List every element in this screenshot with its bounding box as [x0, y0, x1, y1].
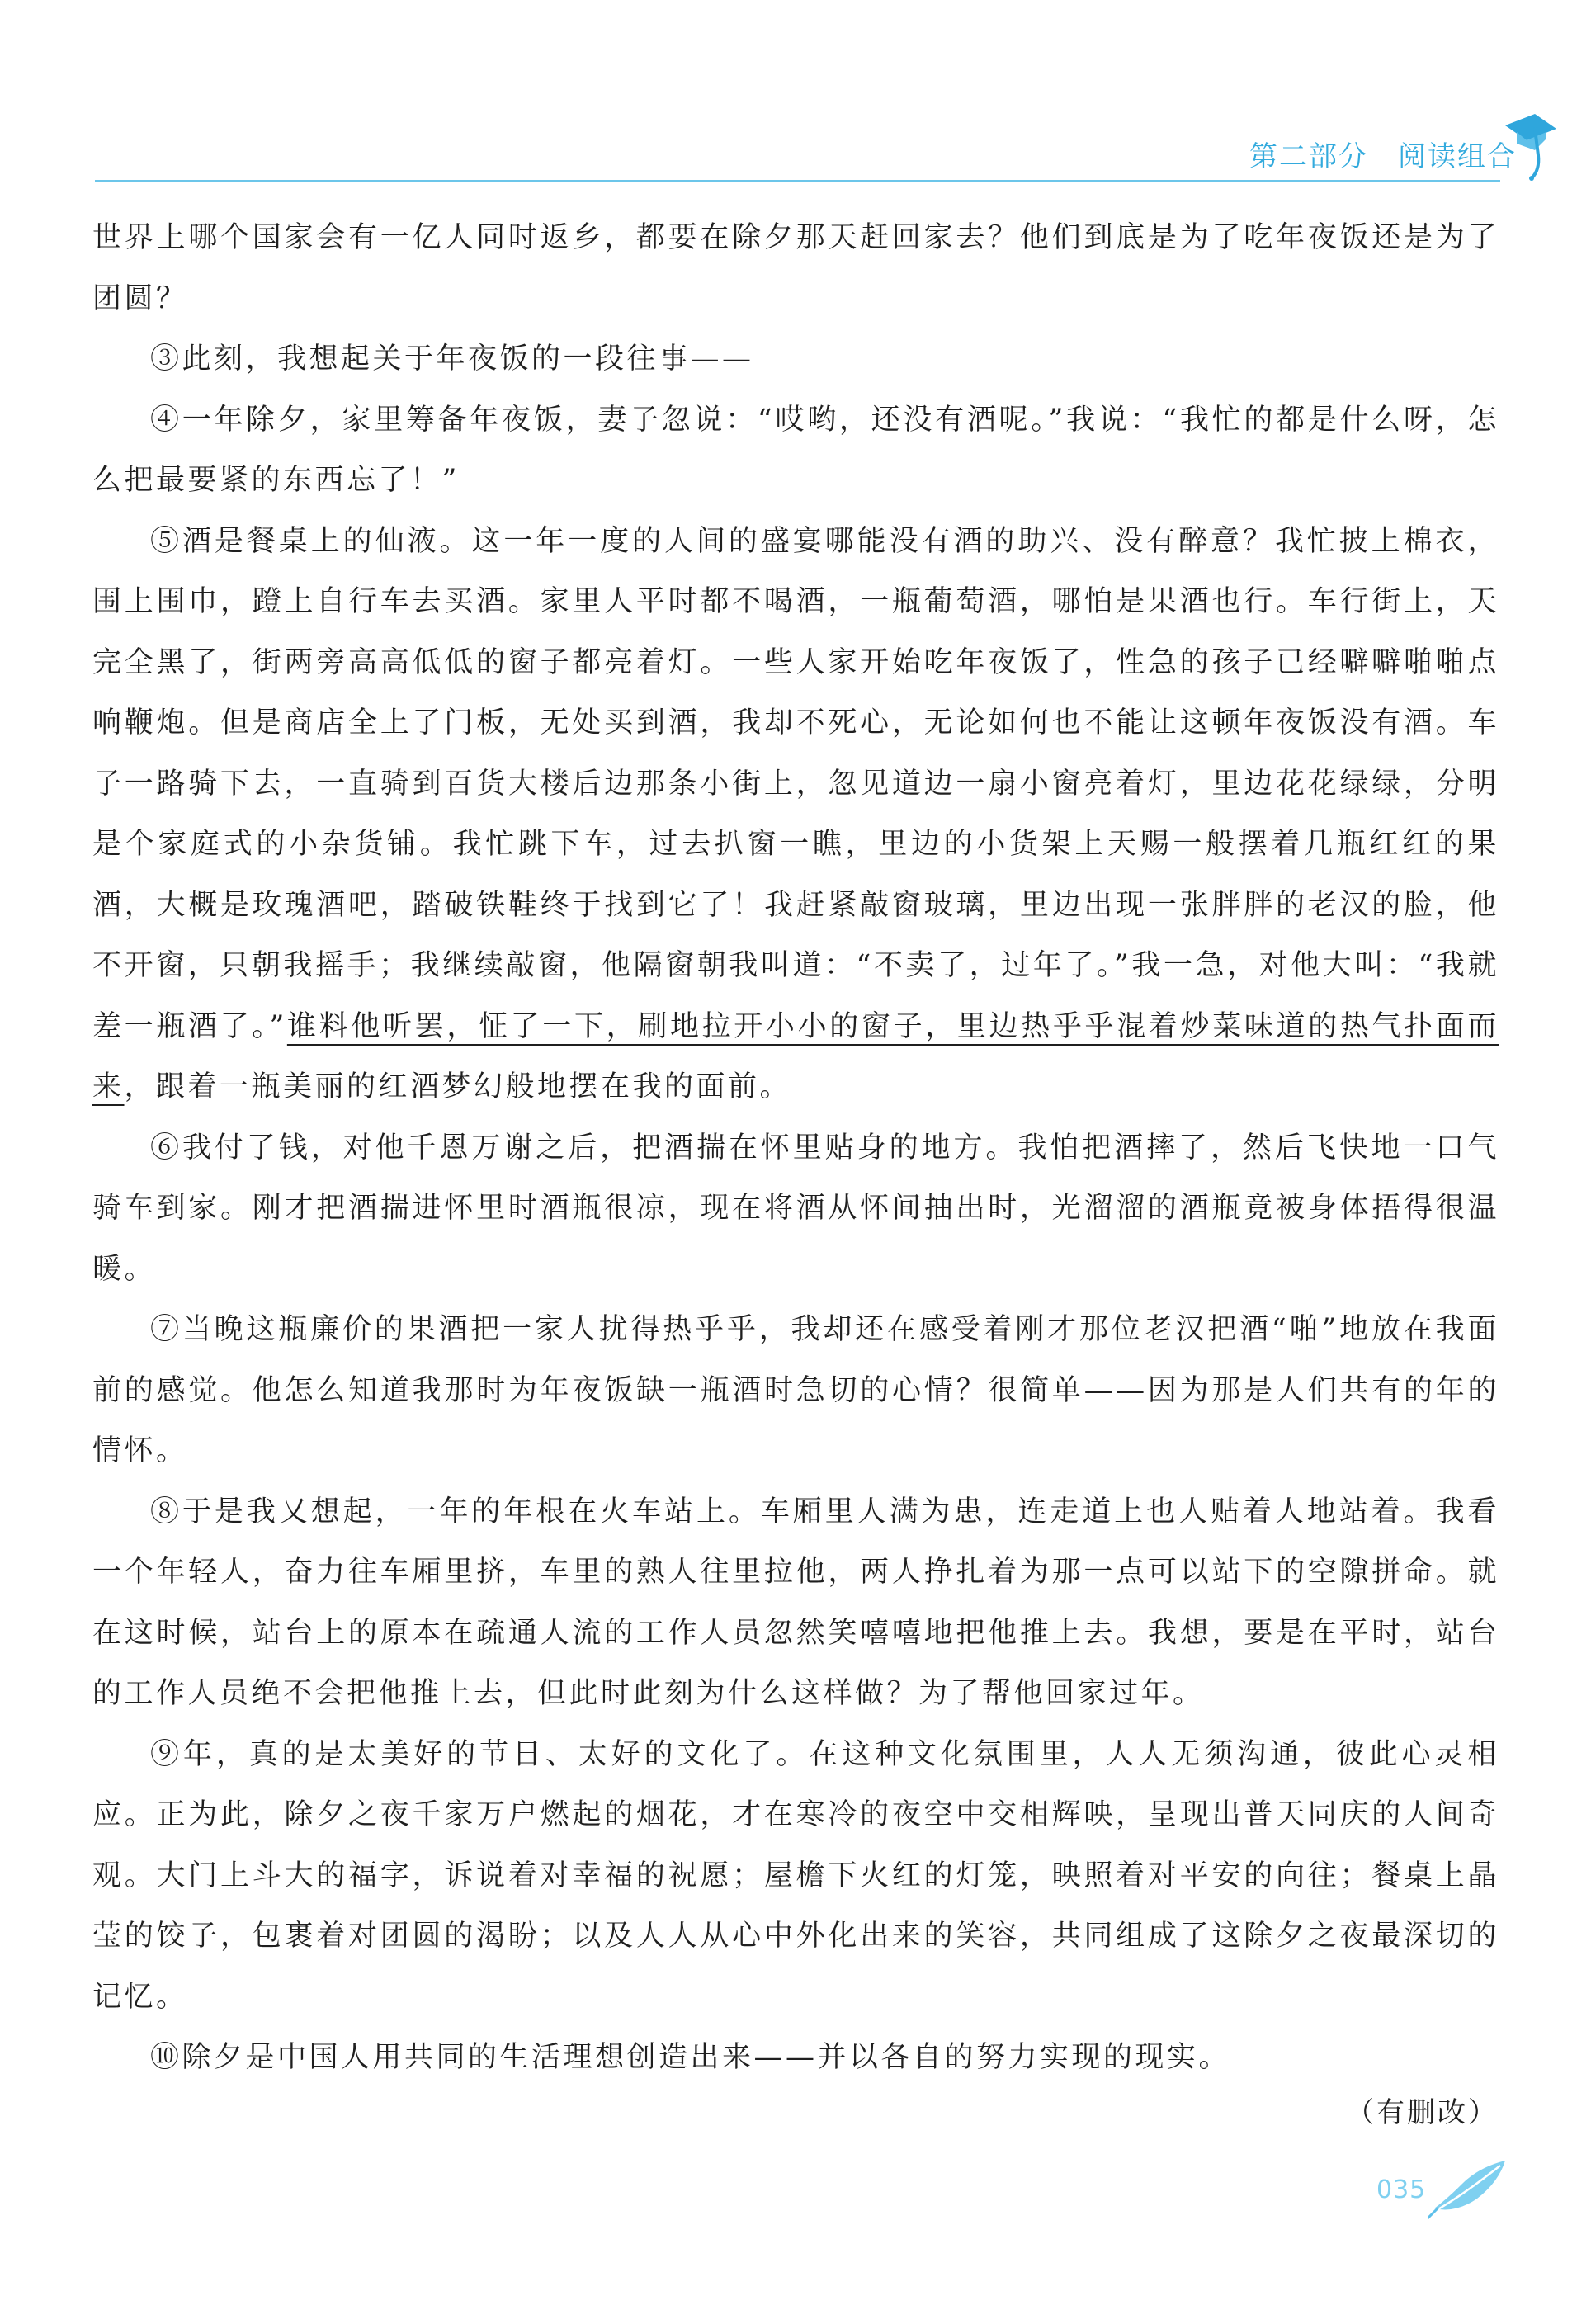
header-part: 第二部分	[1249, 140, 1368, 173]
paragraph-9: ⑨年，真的是太美好的节日、太好的文化了。在这种文化氛围里，人人无须沟通，彼此心灵相应。正为此，除夕之夜千家万户燃起的烟花，才在寒冷的夜空中交相辉映，呈现出普天同庆的人间奇观。大门上斗大的福字，诉说着对幸福的祝愿；屋檐下火红的灯笼，映照着对平安的向往；餐桌上晶莹的饺子，包裹着对团圆的渴盼；以及人人从心中外化出来的笑容，共同组成了这除夕之夜最深切的记忆。	[92, 1737, 1499, 2014]
source-note: （有删改）	[1346, 2096, 1499, 2129]
paragraph-5-ending: ，跟着一瓶美丽的红酒梦幻般地摆在我的面前。	[124, 1070, 792, 1103]
paragraph-continued: 世界上哪个国家会有一亿人同时返乡，都要在除夕那天赶回家去？他们到底是为了吃年夜饭还是为了团圆？	[92, 221, 1499, 315]
header-section: 阅读组合	[1398, 140, 1517, 173]
section-title	[1249, 134, 1517, 174]
feather-icon	[1428, 2156, 1510, 2222]
paragraph-5	[92, 512, 1499, 1118]
graduation-cap-icon	[1502, 107, 1560, 182]
page-footer	[1376, 2156, 1508, 2230]
paragraph-10: ⑩除夕是中国人用共同的生活理想创造出来——并以各自的努力实现的现实。	[150, 2041, 1231, 2074]
article-body	[92, 208, 1499, 2089]
paragraph-5-text: ⑤酒是餐桌上的仙液。这一年一度的人间的盛宴哪能没有酒的助兴、没有醉意？我忙披上棉衣，围上围巾，蹬上自行车去买酒。家里人平时都不喝酒，一瓶葡萄酒，哪怕是果酒也行。车行街上，天完全黑了，街两旁高高低低的窗子都亮着灯。一些人家开始吃年夜饭了，性急的孩子已经噼噼啪啪点响鞭炮。但是商店全上了门板，无处买到酒，我却不死心，无论如何也不能让这顿年夜饭没有酒。车子一路骑下去，一直骑到百货大楼后边那条小街上，忽见道边一扇小窗亮着灯，里边花花绿绿，分明是个家庭式的小杂货铺。我忙跳下车，过去扒窗一瞧，里边的小货架上天赐一般摆着几瓶红红的果酒，大概是玫瑰酒吧，踏破铁鞋终于找到它了！我赶紧敲窗玻璃，里边出现一张胖胖的老汉的脸，他不开窗，只朝我摇手；我继续敲窗，他隔窗朝我叫道：“不卖了，过年了。”我一急，对他大叫：“我就差一瓶酒了。”	[92, 524, 1499, 1043]
page-number: 035	[1376, 2175, 1427, 2204]
paragraph-4: ④一年除夕，家里筹备年夜饭，妻子忽说：“哎哟，还没有酒呢。”我说：“我忙的都是什么呀，怎么把最要紧的东西忘了！”	[92, 403, 1499, 497]
header-rule	[95, 180, 1500, 182]
page-header	[0, 0, 1591, 190]
underlined-sentence: 谁料他听罢，怔了一下，刷地拉开小小的窗子，里边热乎乎混着炒菜味道的热气扑面而来	[92, 1009, 1499, 1103]
paragraph-8: ⑧于是我又想起，一年的年根在火车站上。车厢里人满为患，连走道上也人贴着人地站着。我看一个年轻人，奋力往车厢里挤，车里的熟人往里拉他，两人挣扎着为那一点可以站下的空隙拼命。就在这时候，站台上的原本在疏通人流的工作人员忽然笑嘻嘻地把他推上去。我想，要是在平时，站台的工作人员绝不会把他推上去，但此时此刻为什么这样做？为了帮他回家过年。	[92, 1495, 1499, 1710]
paragraph-3: ③此刻，我想起关于年夜饭的一段往事——	[150, 342, 754, 376]
paragraph-7: ⑦当晚这瓶廉价的果酒把一家人扰得热乎乎，我却还在感受着刚才那位老汉把酒“啪”地放在我面前的感觉。他怎么知道我那时为年夜饭缺一瓶酒时急切的心情？很简单——因为那是人们共有的年的情怀。	[92, 1313, 1499, 1467]
paragraph-6: ⑥我付了钱，对他千恩万谢之后，把酒揣在怀里贴身的地方。我怕把酒摔了，然后飞快地一口气骑车到家。刚才把酒揣进怀里时酒瓶很凉，现在将酒从怀间抽出时，光溜溜的酒瓶竟被身体捂得很温暖。	[92, 1131, 1499, 1286]
